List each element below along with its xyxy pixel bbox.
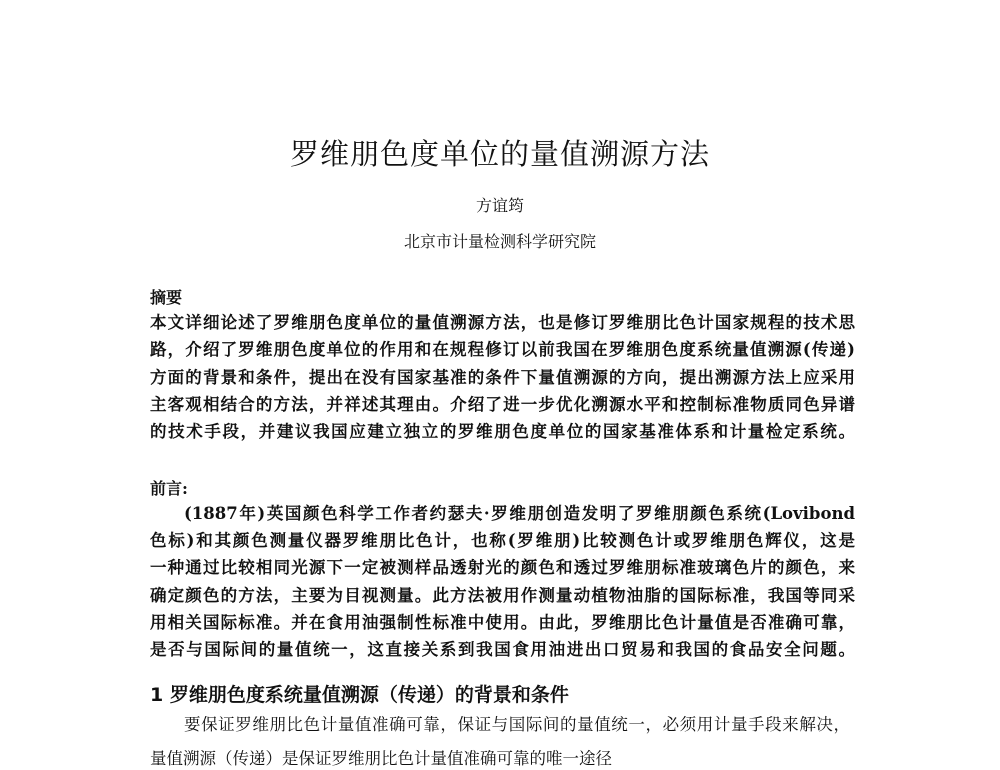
preface-line: 用相关国际标准。并在食用油强制性标准中使用。由此，罗维朋比色计量值是否准确可靠，	[150, 613, 855, 632]
section-1-heading: 1 罗维朋色度系统量值溯源（传递）的背景和条件	[150, 684, 569, 706]
preface-line: 确定颜色的方法，主要为目视测量。此方法被用作测量动植物油脂的国际标准，我国等同采	[150, 586, 855, 605]
section-line: 量值溯源（传递）是保证罗维朋比色计量值准确可靠的唯一途径	[150, 749, 612, 768]
abstract-line: 本文详细论述了罗维朋色度单位的量值溯源方法，也是修订罗维朋比色计国家规程的技术思	[150, 313, 855, 332]
abstract-line: 路，介绍了罗维朋色度单位的作用和在规程修订以前我国在罗维朋色度系统量值溯源(传递)	[150, 340, 855, 359]
preface-heading: 前言:	[150, 479, 188, 498]
preface-line: 色标)和其颜色测量仪器罗维朋比色计，也称(罗维朋)比较测色计或罗维朋色辉仪，这是	[150, 531, 855, 550]
abstract-line: 方面的背景和条件，提出在没有国家基准的条件下量值溯源的方向，提出溯源方法上应采用	[150, 368, 855, 387]
abstract-line: 主客观相结合的方法，并祥述其理由。介绍了进一步优化溯源水平和控制标准物质同色异谱	[150, 395, 855, 414]
document-title: 罗维朋色度单位的量值溯源方法	[289, 137, 710, 171]
affiliation: 北京市计量检测科学研究院	[403, 232, 596, 251]
author: 方谊筠	[475, 196, 524, 215]
preface-line: (1887年)英国颜色科学工作者约瑟夫·罗维朋创造发明了罗维朋颜色系统(Lovibond	[184, 504, 855, 523]
abstract-line: 的技术手段，并建议我国应建立独立的罗维朋色度单位的国家基准体系和计量检定系统。	[150, 422, 855, 441]
preface-line: 一种通过比较相同光源下一定被测样品透射光的颜色和透过罗维朋标准玻璃色片的颜色，来	[150, 558, 855, 577]
abstract-heading: 摘要	[150, 288, 183, 307]
section-line: 要保证罗维朋比色计量值准确可靠，保证与国际间的量值统一，必须用计量手段来解决，	[184, 715, 850, 734]
preface-line: 是否与国际间的量值统一，这直接关系到我国食用油进出口贸易和我国的食品安全问题。	[150, 640, 855, 659]
